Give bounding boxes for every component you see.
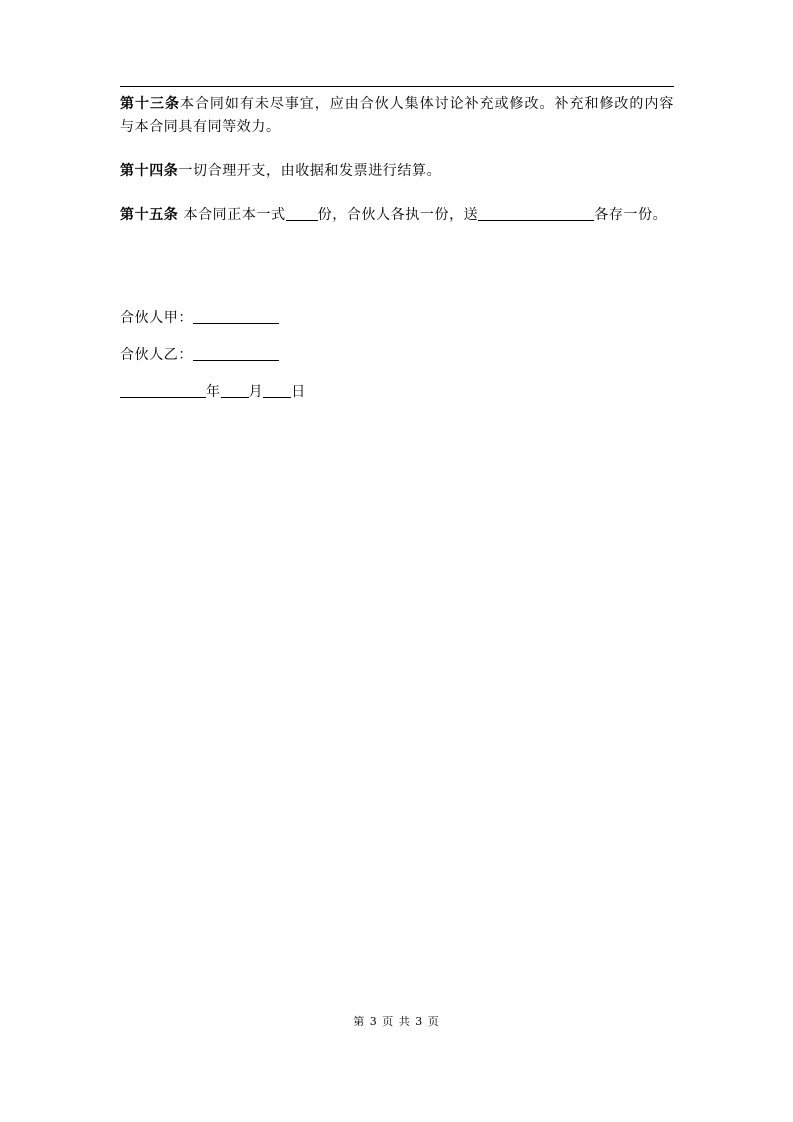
signature-block [120, 307, 674, 401]
date-line [120, 381, 674, 401]
contract-body [120, 93, 674, 227]
partner-a-label: 合伙人甲： [120, 310, 193, 326]
article-15-text-part2: 份，合伙人各执一份，送 [317, 207, 479, 223]
article-15 [120, 204, 674, 227]
page-footer: 第 3 页 共 3 页 [353, 1015, 440, 1028]
partner-a-line [120, 307, 674, 327]
day-blank [263, 381, 291, 398]
recipient-blank-short [478, 204, 506, 221]
month-label: 月 [248, 384, 264, 400]
header-rule [120, 86, 674, 87]
partner-a-signature-blank [193, 307, 279, 324]
year-label: 年 [206, 384, 221, 400]
article-15-heading: 第十五条 [120, 207, 179, 223]
month-blank [221, 381, 249, 398]
article-14 [120, 160, 674, 183]
partner-b-line [120, 344, 674, 364]
partner-b-label: 合伙人乙： [120, 347, 193, 363]
article-14-text: 一切合理开支，由收据和发票进行结算。 [178, 163, 442, 179]
partner-b-signature-blank [193, 344, 279, 361]
article-13 [120, 93, 674, 139]
article-13-heading: 第十三条 [120, 96, 180, 112]
year-blank [120, 381, 206, 398]
article-14-heading: 第十四条 [120, 163, 179, 179]
article-15-text-part1: 本合同正本一式 [183, 207, 286, 223]
day-label: 日 [291, 384, 306, 400]
article-15-text-part3: 各存一份。 [594, 207, 668, 223]
recipient-blank-long [506, 204, 594, 221]
article-13-text: 本合同如有未尽事宜，应由合伙人集体讨论补充或修改。补充和修改的内容与本合同具有同等效力。 [120, 96, 674, 135]
copies-count-blank [286, 204, 318, 221]
